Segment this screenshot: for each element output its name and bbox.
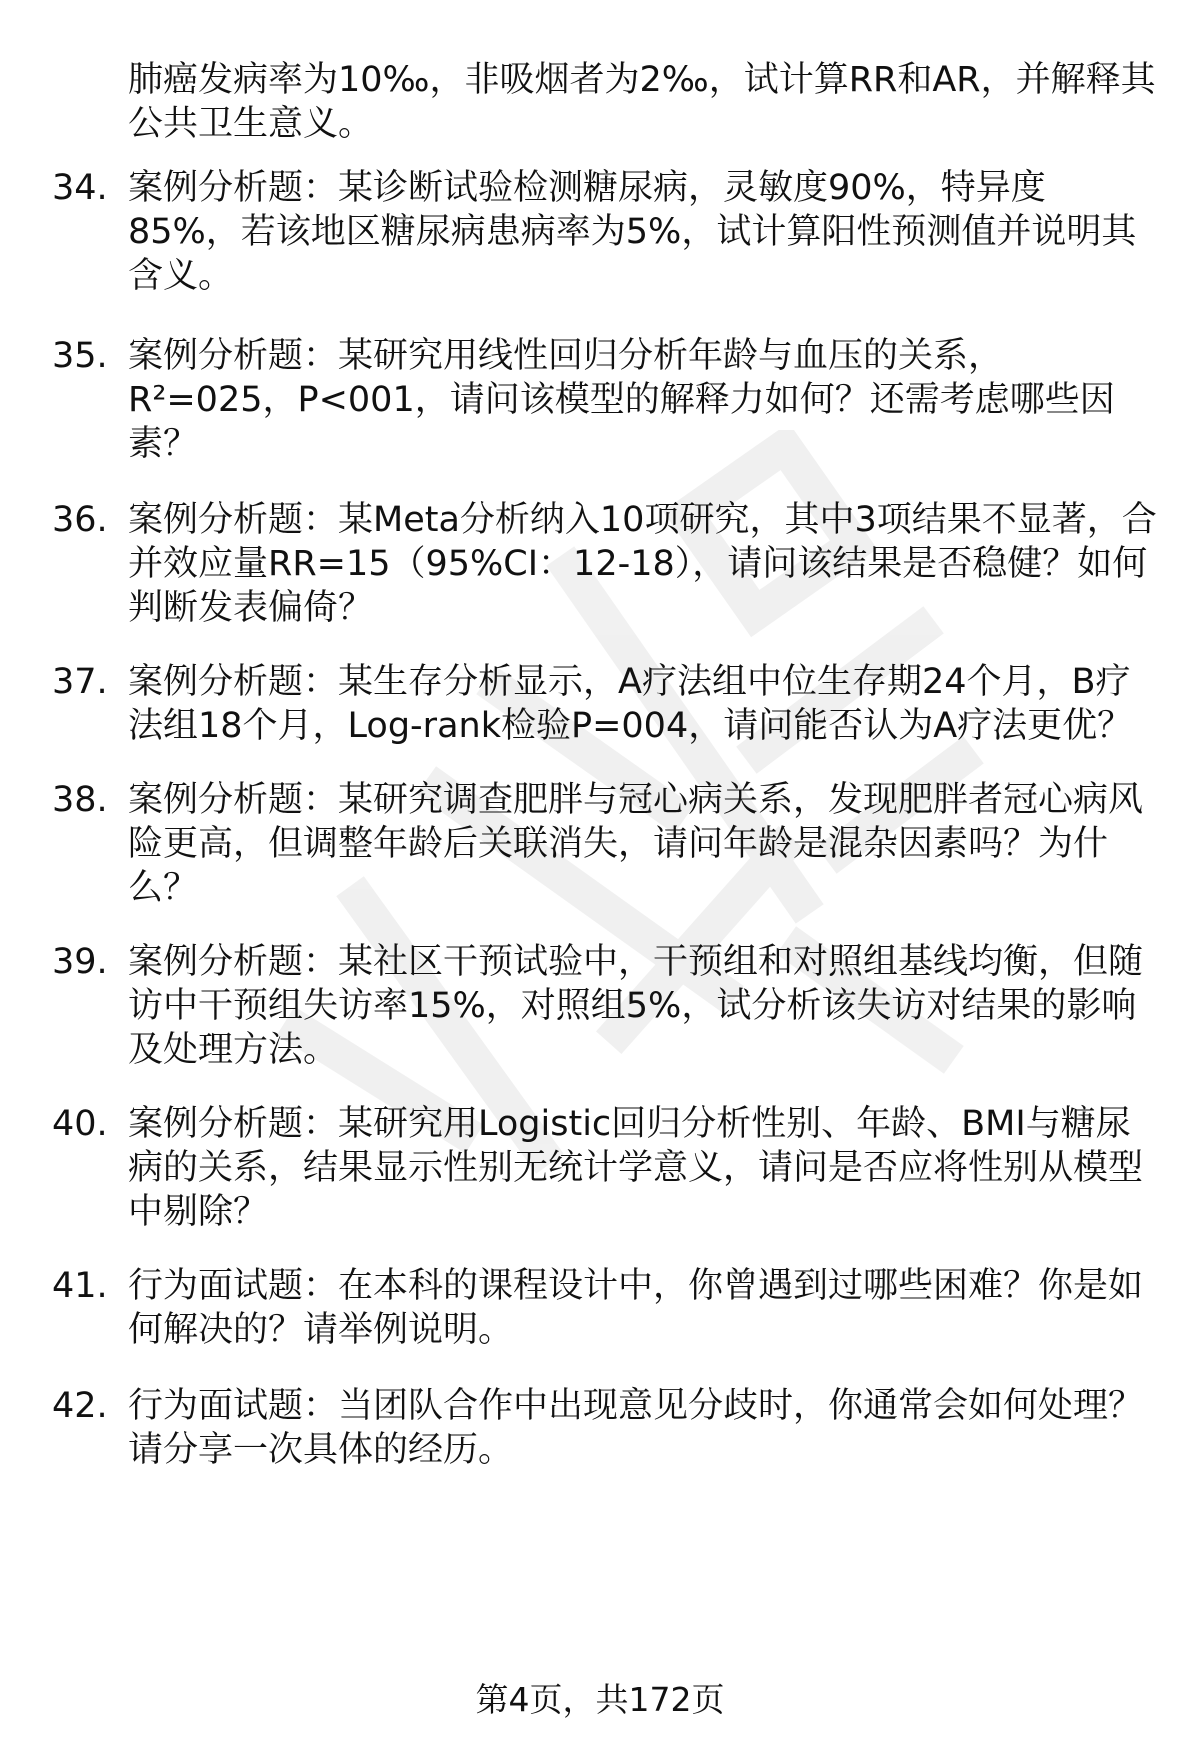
question-number: 36. [52,500,108,540]
question-number: 37. [52,662,108,702]
question-text: 案例分析题：某研究用Logistic回归分析性别、年龄、BMI与糖尿病的关系，结果显示性别无统计学意义，请问是否应将性别从模型中剔除？ [128,1104,1144,1232]
question-number: 39. [52,942,108,982]
question-number: 35. [52,336,108,376]
question-number: 34. [52,168,108,208]
question-text: 行为面试题：当团队合作中出现意见分歧时，你通常会如何处理？请分享一次具体的经历。 [128,1386,1144,1470]
question-number: 40. [52,1104,108,1144]
page-number: 第4页，共172页 [475,1680,725,1719]
question-text: 案例分析题：某社区干预试验中，干预组和对照组基线均衡，但随访中干预组失访率15%，对照组5%，试分析该失访对结果的影响及处理方法。 [128,942,1144,1070]
question-text: 案例分析题：某Meta分析纳入10项研究，其中3项结果不显著，合并效应量RR=15（95%CI：12-18），请问该结果是否稳健？如何判断发表偏倚？ [128,500,1157,628]
question-text: 行为面试题：在本科的课程设计中，你曾遇到过哪些困难？你是如何解决的？请举例说明。 [128,1266,1144,1350]
question-text: 案例分析题：某诊断试验检测糖尿病，灵敏度90%，特异度85%，若该地区糖尿病患病率为5%，试计算阳性预测值并说明其含义。 [128,168,1137,296]
question-number: 42. [52,1386,108,1426]
question-number: 38. [52,780,108,820]
question-text: 案例分析题：某研究调查肥胖与冠心病关系，发现肥胖者冠心病风险更高，但调整年龄后关联消失，请问年龄是混杂因素吗？为什么？ [128,780,1144,908]
question-continuation: 肺癌发病率为10‰，非吸烟者为2‰，试计算RR和AR，并解释其公共卫生意义。 [128,60,1156,144]
question-number: 41. [52,1266,108,1306]
question-text: 案例分析题：某生存分析显示，A疗法组中位生存期24个月，B疗法组18个月，Log-rank检验P=004，请问能否认为A疗法更优？ [128,662,1133,746]
question-text: 案例分析题：某研究用线性回归分析年龄与血压的关系，R²=025，P<001，请问该模型的解释力如何？还需考虑哪些因素？ [128,336,1115,464]
